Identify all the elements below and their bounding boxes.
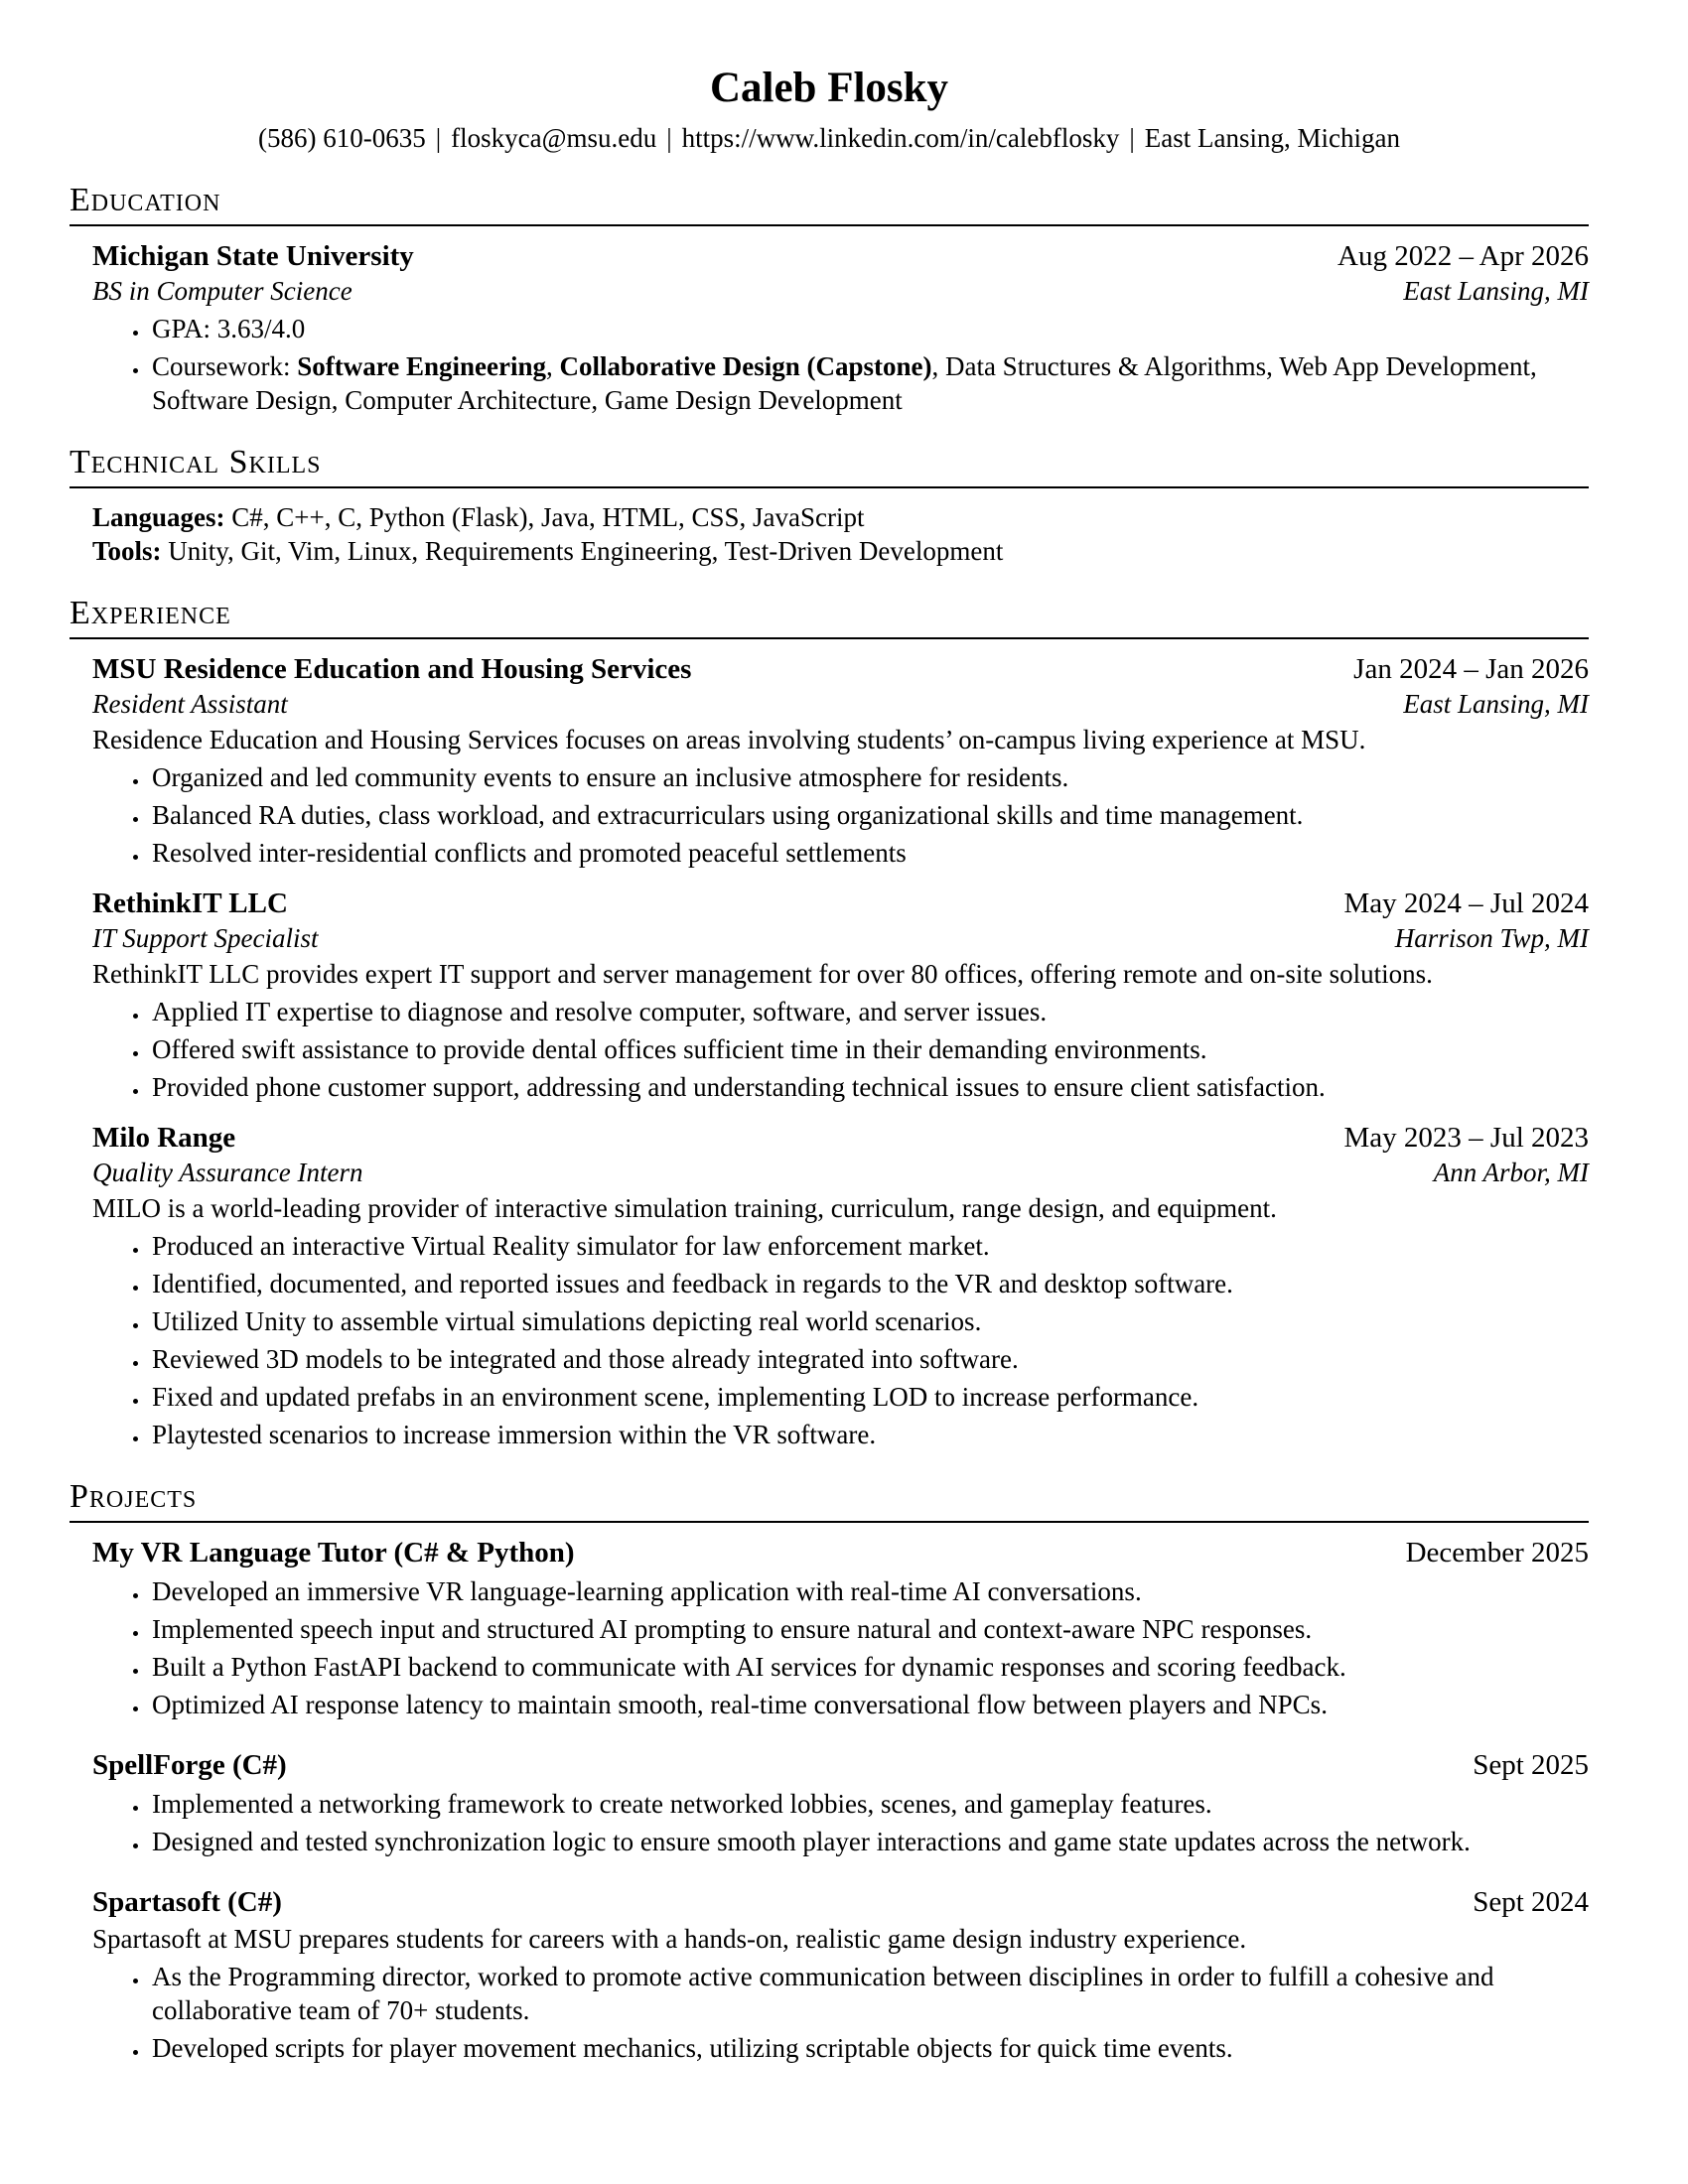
project-entry-vr-language-tutor	[92, 1535, 1589, 1721]
bullet-item: • Fixed and updated prefabs in an environment scene, implementing LOD to increase performance.	[150, 1380, 1589, 1414]
project-title: My VR Language Tutor (C# & Python)	[92, 1537, 575, 1569]
experience-entry-subheader	[92, 921, 1589, 955]
bullet-item: • Produced an interactive Virtual Reality simulator for law enforcement market.	[150, 1229, 1589, 1263]
project-entry-spellforge	[92, 1747, 1589, 1858]
section-projects	[70, 1477, 1589, 2065]
project-entry-header	[92, 1884, 1589, 1920]
projects-heading: Projects	[70, 1477, 1589, 1523]
bullet-item: • Identified, documented, and reported issues and feedback in regards to the VR and desktop software.	[150, 1267, 1589, 1300]
education-entry-header	[92, 238, 1589, 274]
person-name: Caleb Flosky	[709, 65, 949, 111]
project-entry-header	[92, 1535, 1589, 1570]
project-date: Sept 2024	[1473, 1886, 1589, 1918]
company-blurb: MILO is a world-leading provider of interactive simulation training, curriculum, range design, and equipment.	[92, 1193, 1277, 1223]
contact-email-link[interactable]: floskyca@msu.edu	[451, 123, 657, 153]
company-name: Milo Range	[92, 1122, 236, 1154]
project-title: Spartasoft (C#)	[92, 1886, 282, 1918]
section-technical-skills	[70, 443, 1589, 568]
languages-value: C#, C++, C, Python (Flask), Java, HTML, CSS, JavaScript	[224, 502, 865, 532]
experience-location: Ann Arbor, MI	[1433, 1158, 1589, 1187]
education-location: East Lansing, MI	[1403, 276, 1589, 306]
coursework-bold-2: Collaborative Design (Capstone)	[559, 351, 932, 381]
role-title: Quality Assurance Intern	[92, 1158, 363, 1187]
languages-line	[92, 500, 1589, 534]
bullet-item: • Offered swift assistance to provide dental offices sufficient time in their demanding environments.	[150, 1032, 1589, 1066]
education-entry	[92, 238, 1589, 417]
experience-entry-header	[92, 886, 1589, 921]
section-education	[70, 181, 1589, 417]
bullet-item: • Implemented a networking framework to create networked lobbies, scenes, and gameplay features.	[150, 1787, 1589, 1821]
coursework-separator: ,	[545, 351, 560, 381]
bullet-item: • Designed and tested synchronization logic to ensure smooth player interactions and game state updates across the network.	[150, 1825, 1589, 1858]
experience-entry-rethinkit	[92, 886, 1589, 1104]
contact-separator: |	[666, 123, 672, 153]
bullet-item: • Resolved inter-residential conflicts and promoted peaceful settlements	[150, 836, 1589, 870]
contact-location: East Lansing, Michigan	[1144, 123, 1400, 153]
company-blurb: Residence Education and Housing Services focuses on areas involving students’ on-campus living experience at MSU.	[92, 725, 1366, 754]
section-experience	[70, 594, 1589, 1451]
bullet-item: • Developed an immersive VR language-learning application with real-time AI conversations.	[150, 1574, 1589, 1608]
experience-entry-header	[92, 1120, 1589, 1156]
education-dates: Aug 2022 – Apr 2026	[1337, 240, 1589, 272]
education-bullet-list	[92, 312, 1589, 417]
tools-label: Tools:	[92, 536, 162, 566]
bullet-item: • Optimized AI response latency to maintain smooth, real-time conversational flow between players and NPCs.	[150, 1688, 1589, 1721]
tools-value: Unity, Git, Vim, Linux, Requirements Engineering, Test-Driven Development	[161, 536, 1004, 566]
experience-entry-subheader	[92, 1156, 1589, 1189]
project-entry-spartasoft	[92, 1884, 1589, 2065]
experience-entry-msu-rehs	[92, 651, 1589, 870]
bullet-item: • Organized and led community events to ensure an inclusive atmosphere for residents.	[150, 760, 1589, 794]
company-name: MSU Residence Education and Housing Services	[92, 653, 692, 685]
project-bullet-list	[92, 1960, 1589, 2065]
experience-bullet-list	[92, 1229, 1589, 1451]
bullet-item: • As the Programming director, worked to promote active communication between disciplines in order to fulfill a cohesive and collaborative team of 70+ students.	[150, 1960, 1589, 2027]
experience-dates: May 2024 – Jul 2024	[1343, 887, 1589, 919]
project-date: December 2025	[1405, 1537, 1589, 1569]
coursework-rest: , Data Structures & Algorithms, Web App Development, Software Design, Computer Architecture, Game Design Development	[152, 351, 1537, 415]
company-name: RethinkIT LLC	[92, 887, 288, 919]
bullet-item-gpa: • GPA: 3.63/4.0	[150, 312, 1589, 345]
education-entry-subheader	[92, 274, 1589, 308]
project-date: Sept 2025	[1473, 1749, 1589, 1781]
experience-dates: May 2023 – Jul 2023	[1343, 1122, 1589, 1154]
company-blurb: RethinkIT LLC provides expert IT support and server management for over 80 offices, offering remote and on-site solutions.	[92, 959, 1433, 989]
experience-location: Harrison Twp, MI	[1394, 923, 1589, 953]
languages-label: Languages:	[92, 502, 225, 532]
bullet-item: • Implemented speech input and structured AI prompting to ensure natural and context-aware NPC responses.	[150, 1612, 1589, 1646]
bullet-item: • Provided phone customer support, addressing and understanding technical issues to ensure client satisfaction.	[150, 1070, 1589, 1104]
contact-separator: |	[1129, 123, 1135, 153]
bullet-item: • Balanced RA duties, class workload, and extracurriculars using organizational skills and time management.	[150, 798, 1589, 832]
degree-name: BS in Computer Science	[92, 276, 352, 306]
skills-block	[92, 500, 1589, 568]
coursework-bold-1: Software Engineering	[297, 351, 546, 381]
project-blurb: Spartasoft at MSU prepares students for careers with a hands-on, realistic game design industry experience.	[92, 1924, 1247, 1954]
contact-line	[70, 121, 1589, 155]
bullet-item: • Developed scripts for player movement mechanics, utilizing scriptable objects for quick time events.	[150, 2031, 1589, 2065]
education-heading: Education	[70, 181, 1589, 226]
role-title: IT Support Specialist	[92, 923, 319, 953]
experience-entry-milo-range	[92, 1120, 1589, 1451]
experience-entry-subheader	[92, 687, 1589, 721]
experience-heading: Experience	[70, 594, 1589, 639]
contact-linkedin-link[interactable]: https://www.linkedin.com/in/calebflosky	[681, 123, 1120, 153]
project-bullet-list	[92, 1787, 1589, 1858]
role-title: Resident Assistant	[92, 689, 288, 719]
bullet-item: • Applied IT expertise to diagnose and resolve computer, software, and server issues.	[150, 995, 1589, 1028]
project-entry-header	[92, 1747, 1589, 1783]
contact-phone: (586) 610-0635	[258, 123, 426, 153]
bullet-item-coursework	[150, 349, 1589, 417]
experience-dates: Jan 2024 – Jan 2026	[1353, 653, 1589, 685]
experience-bullet-list	[92, 995, 1589, 1104]
project-title: SpellForge (C#)	[92, 1749, 287, 1781]
coursework-prefix: Coursework:	[152, 351, 298, 381]
institution-name: Michigan State University	[92, 240, 414, 272]
bullet-item: • Utilized Unity to assemble virtual simulations depicting real world scenarios.	[150, 1304, 1589, 1338]
resume-header	[70, 64, 1589, 155]
technical-skills-heading: Technical Skills	[70, 443, 1589, 488]
contact-separator: |	[435, 123, 442, 153]
bullet-item: • Playtested scenarios to increase immersion within the VR software.	[150, 1418, 1589, 1451]
experience-entry-header	[92, 651, 1589, 687]
bullet-item: • Reviewed 3D models to be integrated and those already integrated into software.	[150, 1342, 1589, 1376]
bullet-item: • Built a Python FastAPI backend to communicate with AI services for dynamic responses and scoring feedback.	[150, 1650, 1589, 1684]
project-bullet-list	[92, 1574, 1589, 1721]
experience-bullet-list	[92, 760, 1589, 870]
experience-location: East Lansing, MI	[1403, 689, 1589, 719]
tools-line	[92, 534, 1589, 568]
